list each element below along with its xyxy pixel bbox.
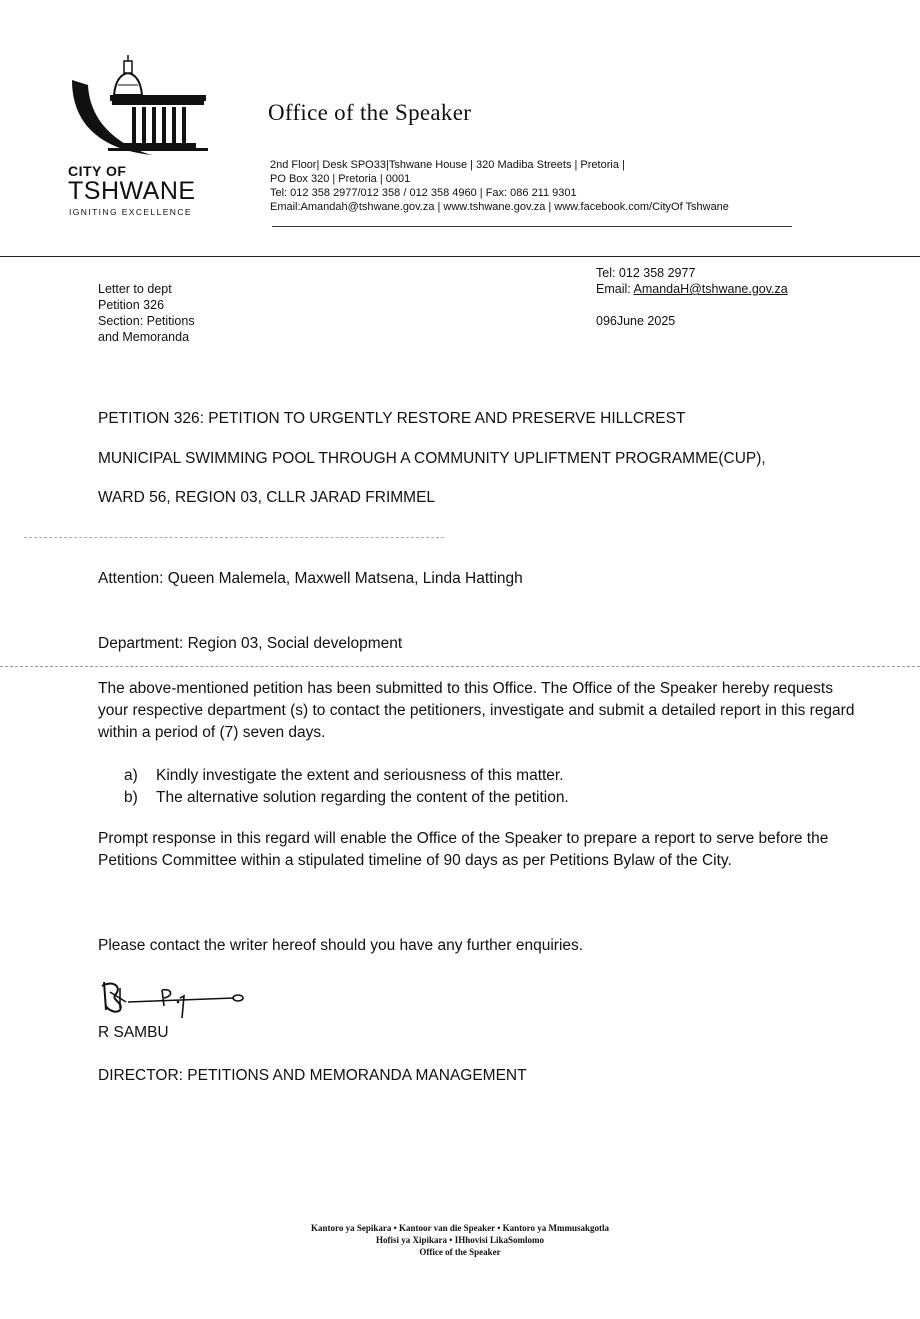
- signer-name: R SAMBU: [98, 1024, 169, 1041]
- list-marker: a): [124, 767, 138, 784]
- footer: [0, 1222, 920, 1258]
- writer-tel: Tel: 012 358 2977: [596, 266, 696, 280]
- reference-line: and Memoranda: [98, 330, 190, 344]
- contact-block: [270, 158, 729, 214]
- subject-line: MUNICIPAL SWIMMING POOL THROUGH A COMMUNITY UPLIFTMENT PROGRAMME(CUP),: [98, 450, 766, 467]
- list-marker: b): [124, 789, 138, 806]
- list-item: [124, 787, 569, 809]
- logo-city-of: CITY OF: [68, 163, 127, 179]
- attention-line: Attention: Queen Malemela, Maxwell Matsena, Linda Hattingh: [98, 570, 523, 587]
- logo-tagline: IGNITING EXCELLENCE: [69, 207, 192, 217]
- letter-date: 096June 2025: [596, 314, 676, 328]
- writer-email-label: Email:: [596, 282, 634, 296]
- writer-email-link[interactable]: AmandaH@tshwane.gov.za: [633, 282, 788, 296]
- faint-divider: [0, 666, 920, 667]
- list-item-text: The alternative solution regarding the content of the petition.: [156, 789, 569, 806]
- handwritten-signature: [98, 972, 258, 1022]
- subject-line: PETITION 326: PETITION TO URGENTLY RESTORE AND PRESERVE HILLCREST: [98, 410, 686, 427]
- city-logo: [62, 55, 212, 220]
- reference-line: Letter to dept: [98, 282, 172, 296]
- signer-title: DIRECTOR: PETITIONS AND MEMORANDA MANAGEMENT: [98, 1067, 527, 1084]
- body-paragraph: Please contact the writer hereof should you have any further enquiries.: [98, 937, 584, 954]
- phone-line: Tel: 012 358 2977/012 358 / 012 358 4960 | Fax: 086 211 9301: [270, 187, 577, 199]
- header-divider-long: [0, 256, 920, 257]
- body-paragraph: The above-mentioned petition has been submitted to this Office. The Office of the Speaker hereby requests your respective department (s) to contact the petitioners, investigate and submit a detailed report in this regard within a period of (7) seven days.: [98, 680, 855, 741]
- address-line-2: PO Box 320 | Pretoria | 0001: [270, 173, 411, 185]
- department-line: Department: Region 03, Social development: [98, 635, 403, 652]
- writer-email-line: [596, 281, 788, 297]
- reference-line: Petition 326: [98, 298, 165, 312]
- faint-divider: [24, 537, 444, 538]
- body-paragraph: Prompt response in this regard will enable the Office of the Speaker to prepare a report to serve before the Petitions Committee within a stipulated timeline of 90 days as per Petitions Bylaw of the City.: [98, 830, 829, 869]
- subject-line: WARD 56, REGION 03, CLLR JARAD FRIMMEL: [98, 489, 436, 506]
- list-item-text: Kindly investigate the extent and seriousness of this matter.: [156, 767, 564, 784]
- address-line-1: 2nd Floor| Desk SPO33|Tshwane House | 320 Madiba Streets | Pretoria |: [270, 159, 625, 171]
- list-item: [124, 765, 569, 787]
- request-list: [124, 765, 569, 809]
- reference-line: Section: Petitions: [98, 314, 195, 328]
- header-divider-short: [272, 226, 792, 227]
- footer-line: Kantoro ya Sepikara • Kantoor van die Speaker • Kantoro ya Mmmusakgotla: [311, 1223, 609, 1233]
- footer-line: Office of the Speaker: [419, 1247, 501, 1257]
- logo-city-name: TSHWANE: [68, 177, 196, 205]
- writer-contact-block: [596, 265, 788, 297]
- footer-line: Hofisi ya Xipikara • IHhovisi LikaSomlomo: [376, 1235, 544, 1245]
- web-line: Email:Amandah@tshwane.gov.za | www.tshwane.gov.za | www.facebook.com/CityOf Tshwane: [270, 201, 729, 213]
- office-title: Office of the Speaker: [268, 100, 472, 125]
- reference-block: [98, 281, 195, 345]
- city-hall-emblem-icon: [62, 55, 212, 165]
